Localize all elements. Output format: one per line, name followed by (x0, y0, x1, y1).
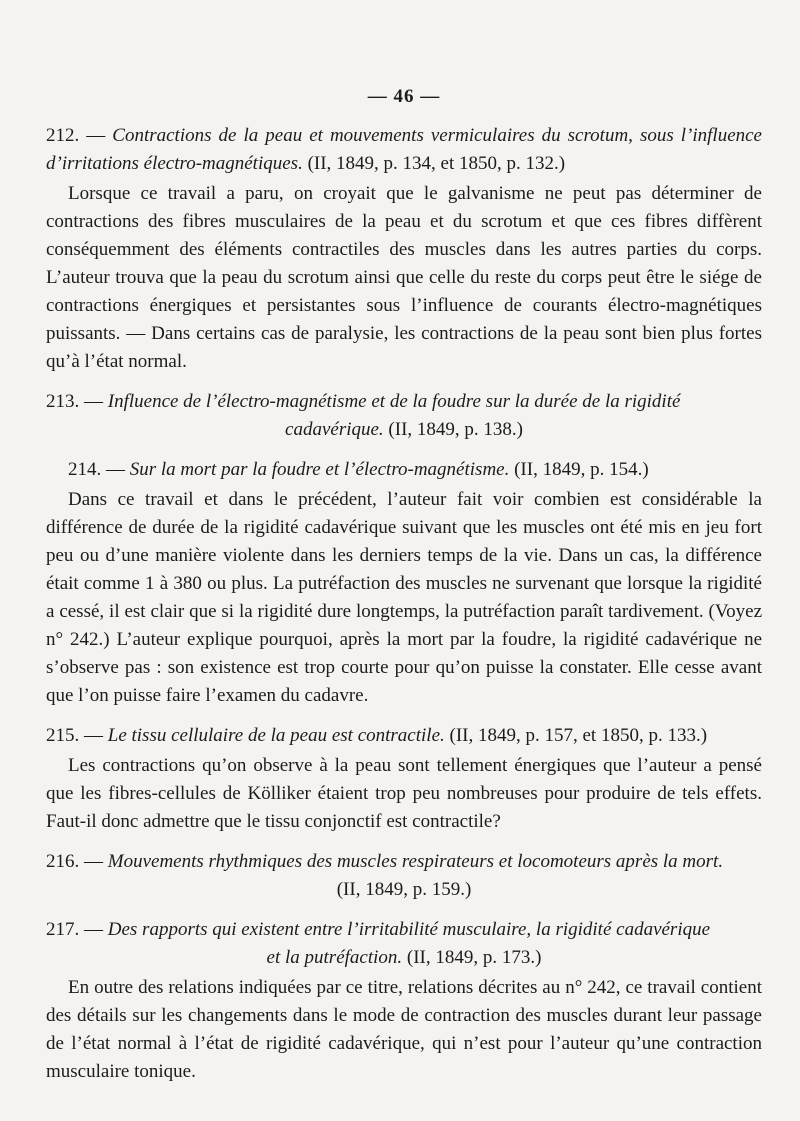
entry-dash: — (84, 391, 103, 412)
entry-heading (46, 916, 762, 972)
entry-213 (46, 388, 762, 444)
entry-title-continuation (46, 876, 762, 904)
entry-title-continuation (46, 416, 762, 444)
entry-heading (46, 122, 762, 178)
entry-title-line2: et la putréfaction. (266, 947, 403, 968)
entry-reference: (II, 1849, p. 173.) (406, 947, 542, 968)
entry-number: 216. (46, 851, 80, 872)
entry-reference: (II, 1849, p. 138.) (388, 419, 523, 440)
entry-reference: (II, 1849, p. 159.) (336, 879, 472, 900)
entry-title: Sur la mort par la foudre et l’électro-magnétisme. (129, 459, 510, 480)
entry-body: En outre des relations indiquées par ce titre, relations décrites au n° 242, ce travail contient des détails sur les changements dans le mode de contraction des muscles durant leur passage de l’état normal à l’état de rigidité cadavérique, qui n’est pour l’auteur qu’une contraction musculaire tonique. (46, 977, 762, 1082)
entry-heading (46, 722, 762, 750)
entry-title: Des rapports qui existent entre l’irritabilité musculaire, la rigidité cadavérique (107, 919, 711, 940)
entry-reference: (II, 1849, p. 157, et 1850, p. 133.) (449, 725, 708, 746)
entry-title-continuation (46, 944, 762, 972)
entry-216 (46, 848, 762, 904)
entry-number: 217. (46, 919, 80, 940)
entry-214 (46, 456, 762, 710)
entry-number: 214. (68, 459, 102, 480)
entry-dash: — (84, 851, 103, 872)
page-number: — 46 — (367, 86, 441, 107)
entry-dash: — (84, 725, 103, 746)
entry-body: Les contractions qu’on observe à la peau sont tellement énergiques que l’auteur a pensé que les fibres-cellules de Kölliker étaient trop peu nombreuses pour produire de tels effets. Faut-il donc admettre que le tissu conjonctif est contractile? (46, 755, 762, 832)
entry-title: Le tissu cellulaire de la peau est contractile. (107, 725, 445, 746)
entry-body: Dans ce travail et dans le précédent, l’auteur fait voir combien est considérable la différence de durée de la rigidité cadavérique suivant que les muscles ont été mis en jeu fort peu ou d’une manière violente dans les derniers temps de la vie. Dans un cas, la différence était comme 1 à 380 ou plus. La putréfaction des muscles ne survenant que lorsque la rigidité a cessé, il est clair que si la rigidité dure longtemps, la putréfaction paraît tardivement. (Voyez n° 242.) L’auteur explique pourquoi, après la mort par la foudre, la rigidité cadavérique ne s’observe pas : son existence est trop courte pour qu’on puisse la constater. Elle cesse avant que l’on puisse faire l’examen du cadavre. (46, 489, 762, 706)
entry-heading (46, 388, 762, 444)
entry-title-line2: cadavérique. (285, 419, 384, 440)
entry-title: Mouvements rhythmiques des muscles respirateurs et locomoteurs après la mort. (107, 851, 724, 872)
entry-number: 215. (46, 725, 80, 746)
entry-body: Lorsque ce travail a paru, on croyait que le galvanisme ne peut pas déterminer de contractions des fibres musculaires de la peau et du scrotum et que ces fibres diffèrent conséquemment des éléments contractiles des muscles dans les autres parties du corps. L’auteur trouva que la peau du scrotum ainsi que celle du reste du corps peut être le siége de contractions énergiques et persistantes sous l’influence de courants électro-magnétiques puissants. — Dans certains cas de paralysie, les contractions de la peau sont bien plus fortes qu’à l’état normal. (46, 183, 762, 372)
entry-dash: — (84, 919, 103, 940)
entry-number: 213. (46, 391, 80, 412)
entry-dash: — (86, 125, 106, 146)
entry-dash: — (106, 459, 125, 480)
entry-215 (46, 722, 762, 836)
entry-title: Contractions de la peau et mouvements vermiculaires du scrotum, sous l’influence d’irritations électro-magnétiques. (46, 125, 762, 174)
entry-title: Influence de l’électro-magnétisme et de la foudre sur la durée de la rigidité (107, 391, 681, 412)
entry-reference: (II, 1849, p. 134, et 1850, p. 132.) (307, 153, 566, 174)
entry-number: 212. (46, 125, 80, 146)
entry-reference: (II, 1849, p. 154.) (514, 459, 649, 480)
entry-212 (46, 122, 762, 376)
entry-heading (46, 848, 762, 904)
entry-heading (46, 456, 762, 484)
entry-217 (46, 916, 762, 1086)
